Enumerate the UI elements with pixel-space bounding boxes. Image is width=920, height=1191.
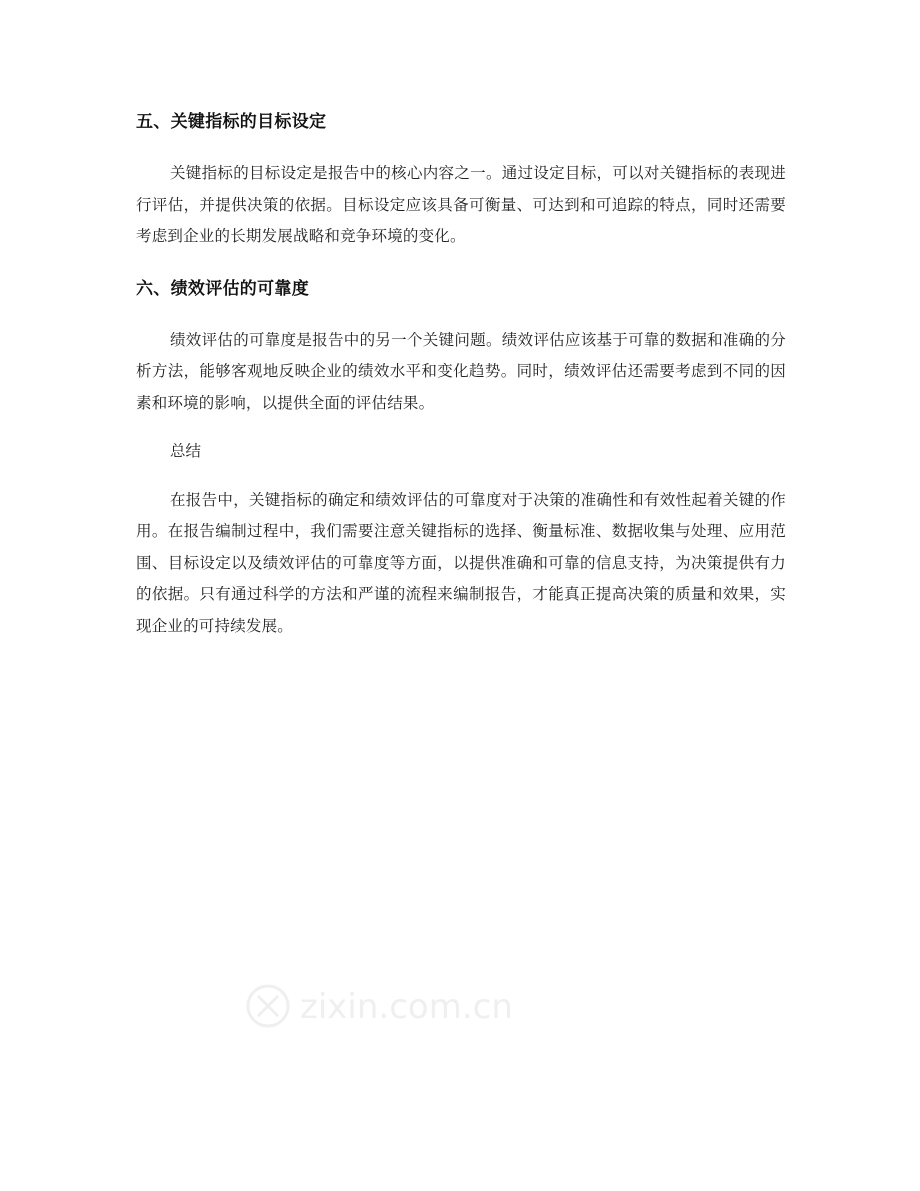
section-paragraph-6: 绩效评估的可靠度是报告中的另一个关键问题。绩效评估应该基于可靠的数据和准确的分析方法，能够客观地反映企业的绩效水平和变化趋势。同时，绩效评估还需要考虑到不同的因素和环境的影响，以提供全面的评估结果。 [136, 330, 786, 412]
watermark-text: zixin.com.cn [300, 987, 513, 1027]
summary-label: 总结 [170, 442, 202, 460]
watermark-circle-icon [248, 986, 288, 1026]
section-paragraph-5: 关键指标的目标设定是报告中的核心内容之一。通过设定目标，可以对关键指标的表现进行评估，并提供决策的依据。目标设定应该具备可衡量、可达到和可追踪的特点，同时还需要考虑到企业的长期发展战略和竞争环境的变化。 [136, 164, 786, 245]
section-heading-6: 六、绩效评估的可靠度 [136, 278, 309, 299]
summary-paragraph: 在报告中，关键指标的确定和绩效评估的可靠度对于决策的准确性和有效性起着关键的作用。在报告编制过程中，我们需要注意关键指标的选择、衡量标准、数据收集与处理、应用范围、目标设定以及绩效评估的可靠度等方面，以提供准确和可靠的信息支持，为决策提供有力的依据。只有通过科学的方法和严谨的流程来编制报告，才能真正提高决策的质量和效果，实现企业的可持续发展。 [136, 490, 786, 635]
watermark-cross-icon [258, 996, 278, 1016]
section-heading-5: 五、关键指标的目标设定 [136, 112, 327, 132]
document-body [136, 104, 786, 642]
